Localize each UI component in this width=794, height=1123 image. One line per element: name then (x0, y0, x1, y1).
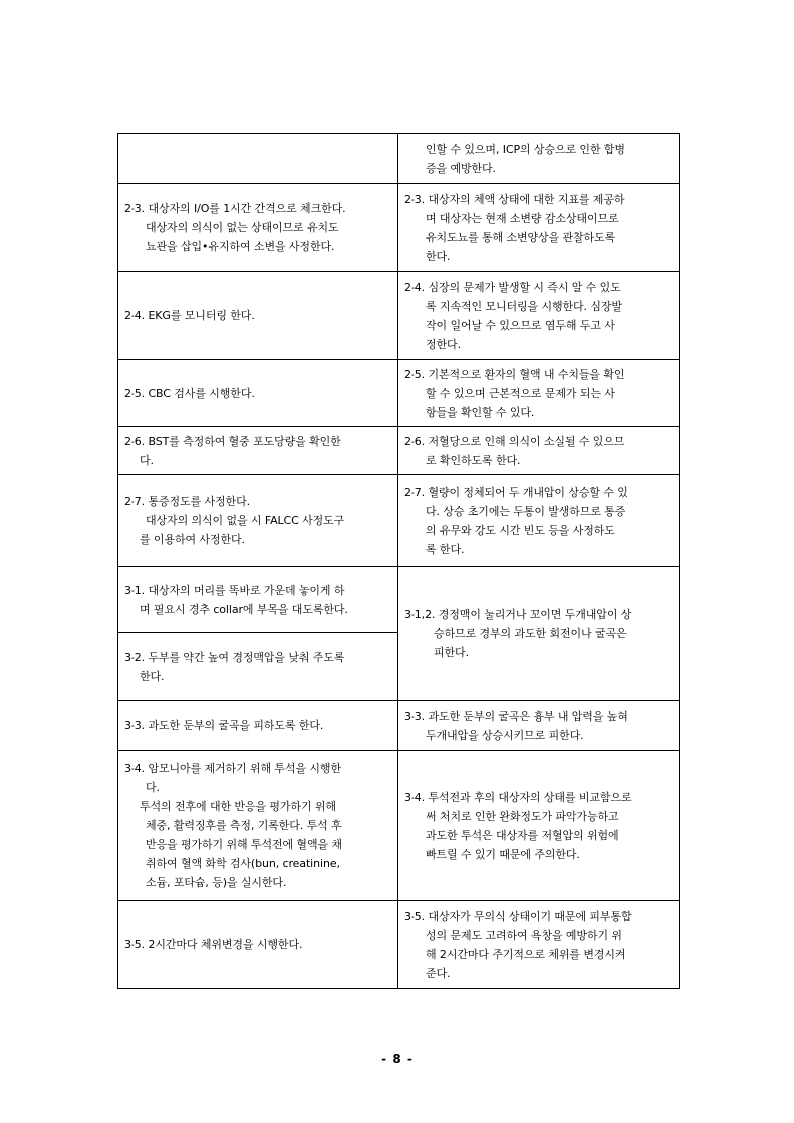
intervention-cell: 3-4. 암모니아를 제거하기 위해 투석을 시행한 다. 투석의 전후에 대한 반응을 평가하기 위해 체중, 활력징후를 측정, 기록한다. 투석 후 반응을 평가하기 위해 투석전에 혈액을 채 취하여 혈액 화학 검사(bun, creatinine, 소듐, 포타슘, 등)을 실시한다. (118, 751, 398, 901)
intervention-cell: 2-6. BST를 측정하여 혈중 포도당량을 확인한 다. (118, 427, 398, 475)
rationale-cell: 2-4. 심장의 문제가 발생할 시 즉시 알 수 있도 록 지속적인 모니터링을 시행한다. 심장발 작이 일어날 수 있으므로 염두해 두고 사 정한다. (398, 272, 680, 360)
table-row (118, 184, 680, 272)
table-row (118, 701, 680, 751)
rationale-cell: 3-1,2. 경정맥이 눌리거나 꼬이면 두개내압이 상 승하므로 경부의 과도한 회전이나 굴곡은 피한다. (398, 567, 680, 701)
rationale-cell: 2-3. 대상자의 체액 상태에 대한 지표를 제공하 며 대상자는 현재 소변량 감소상태이므로 유치도뇨를 통해 소변양상을 관찰하도록 한다. (398, 184, 680, 272)
rationale-cell: 3-3. 과도한 둔부의 굴곡은 흉부 내 압력을 높혀 두개내압을 상승시키므로 피한다. (398, 701, 680, 751)
rationale-cell: 2-5. 기본적으로 환자의 혈액 내 수치들을 확인 할 수 있으며 근본적으로 문제가 되는 사 항들을 확인할 수 있다. (398, 360, 680, 427)
intervention-cell: 2-3. 대상자의 I/O를 1시간 간격으로 체크한다. 대상자의 의식이 없는 상태이므로 유치도 뇨관을 삽입•유지하여 소변을 사정한다. (118, 184, 398, 272)
intervention-cell: 3-2. 두부를 약간 높여 경정맥압을 낮춰 주도록 한다. (118, 633, 398, 701)
intervention-cell: 3-1. 대상자의 머리를 똑바로 가운데 놓이게 하 며 필요시 경추 collar에 부목을 대도록한다. (118, 567, 398, 633)
intervention-cell: 2-7. 통증정도를 사정한다. 대상자의 의식이 없을 시 FALCC 사정도구 를 이용하여 사정한다. (118, 475, 398, 567)
nursing-care-table (117, 133, 680, 989)
rationale-cell: 인할 수 있으며, ICP의 상승으로 인한 합병 증을 예방한다. (398, 134, 680, 184)
intervention-cell: 3-3. 과도한 둔부의 굴곡을 피하도록 한다. (118, 701, 398, 751)
table-row (118, 475, 680, 567)
table-row (118, 751, 680, 901)
page-number: - 8 - (381, 1052, 413, 1066)
table-row (118, 567, 680, 633)
table-row (118, 272, 680, 360)
rationale-cell: 3-4. 투석전과 후의 대상자의 상태를 비교함으로 써 처치로 인한 완화정도가 파악가능하고 과도한 투석은 대상자를 저혈압의 위험에 빠트릴 수 있기 때문에 주의한다. (398, 751, 680, 901)
table-row (118, 360, 680, 427)
intervention-cell: 3-5. 2시간마다 체위변경을 시행한다. (118, 901, 398, 989)
rationale-cell: 2-7. 혈량이 정체되어 두 개내압이 상승할 수 있 다. 상승 초기에는 두통이 발생하므로 통증 의 유무와 강도 시간 빈도 등을 사정하도 록 한다. (398, 475, 680, 567)
intervention-cell: 2-4. EKG를 모니터링 한다. (118, 272, 398, 360)
rationale-cell: 3-5. 대상자가 무의식 상태이기 때문에 피부통합 성의 문제도 고려하여 욕창을 예방하기 위 해 2시간마다 주기적으로 체위를 변경시켜 준다. (398, 901, 680, 989)
table-row (118, 901, 680, 989)
table-row (118, 427, 680, 475)
rationale-cell: 2-6. 저혈당으로 인해 의식이 소실될 수 있으므 로 확인하도록 한다. (398, 427, 680, 475)
intervention-cell: 2-5. CBC 검사를 시행한다. (118, 360, 398, 427)
intervention-cell (118, 134, 398, 184)
table-row (118, 134, 680, 184)
